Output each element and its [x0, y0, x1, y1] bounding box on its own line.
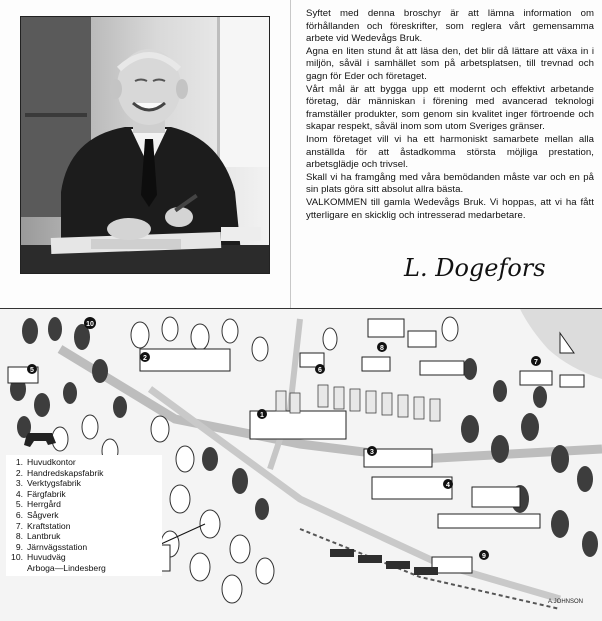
legend-item — [8, 457, 158, 468]
legend-item — [8, 531, 158, 542]
legend-number: 3. — [15, 478, 23, 489]
legend-number: 1. — [15, 457, 23, 467]
marker-4: 4 — [446, 482, 450, 489]
marker-10: 10 — [86, 321, 94, 328]
legend-label: Herrgård — [27, 499, 61, 510]
portrait-photo — [20, 16, 270, 274]
map-legend — [6, 455, 162, 576]
artist-credit: A.JOHNSON — [548, 599, 584, 605]
intro-text — [306, 8, 594, 222]
paragraph-read: Agna en liten stund åt att läsa den, det blir då lättare att växa in i miljön, såväl i samhället som på arbetsplatsen, till trevnad och gagn för Eder och företaget. — [306, 45, 594, 82]
legend-item — [8, 468, 158, 479]
legend-item — [8, 510, 158, 521]
legend-item — [8, 489, 158, 500]
marker-8: 8 — [380, 345, 384, 352]
marker-1: 1 — [260, 412, 264, 419]
marker-7: 7 — [534, 359, 538, 366]
portrait-illustration — [21, 17, 269, 273]
legend-number: 6. — [15, 509, 23, 520]
signature-text: L. Dogefors — [404, 254, 546, 282]
legend-number: 9. — [15, 541, 23, 552]
paragraph-purpose: Syftet med denna broschyr är att lämna information om förhållanden och föreskrifter, som reglera vårt gemensamma arbete vid Wedevågs Bruk. — [306, 8, 594, 45]
legend-label: Sågverk — [27, 509, 59, 520]
legend-number: 4. — [15, 488, 23, 499]
paragraph-effort: Skall vi ha framgång med våra bemödanden måste var och en på sin plats göra sitt absolut allra bästa. — [306, 171, 594, 196]
legend-label: Handredskapsfabrik — [27, 467, 104, 478]
legend-label: Huvudkontor — [27, 457, 76, 467]
legend-number: 2. — [15, 467, 23, 478]
legend-item — [8, 521, 158, 532]
legend-number: 7. — [15, 520, 23, 531]
paragraph-cooperation: Inom företaget vill vi ha ett harmoniskt samarbete mellan alla anställda för att åstadkomma största möjliga prestation, arbetsglädje och trivsel. — [306, 133, 594, 171]
legend-label: Verktygsfabrik — [27, 478, 81, 489]
legend-number: 8. — [15, 531, 23, 542]
legend-label: Kraftstation — [27, 520, 71, 531]
marker-2: 2 — [143, 355, 147, 362]
legend-item — [8, 499, 158, 510]
legend-number: 10. — [11, 552, 23, 563]
paragraph-welcome: VALKOMMEN till gamla Wedevågs Bruk. Vi hoppas, att vi ha fått ytterligare en skicklig och intresserad medarbetare. — [306, 196, 594, 221]
legend-item — [8, 552, 158, 563]
legend-number: 5. — [15, 499, 23, 510]
legend-label: Lantbruk — [27, 531, 61, 542]
marker-5: 5 — [30, 367, 34, 374]
legend-label: Färgfabrik — [27, 488, 66, 499]
legend-label: Järnvägsstation — [27, 541, 88, 552]
marker-6: 6 — [318, 367, 322, 374]
paragraph-goal: Vårt mål är att bygga upp ett modernt och effektivt arbetande företag, där människan i förening med avancerad teknologi framställer produkter, som genom sin kvalitet inger förtroende och skapar respekt, såväl inom som utom Sveriges gränser. — [306, 83, 594, 133]
marker-3: 3 — [370, 449, 374, 456]
signature — [400, 250, 590, 284]
marker-9: 9 — [482, 553, 486, 560]
legend-label: Huvudväg — [27, 552, 66, 563]
legend-item — [8, 478, 158, 489]
legend-item — [8, 542, 158, 553]
legend-sublabel: Arboga—Lindesberg — [27, 562, 106, 573]
